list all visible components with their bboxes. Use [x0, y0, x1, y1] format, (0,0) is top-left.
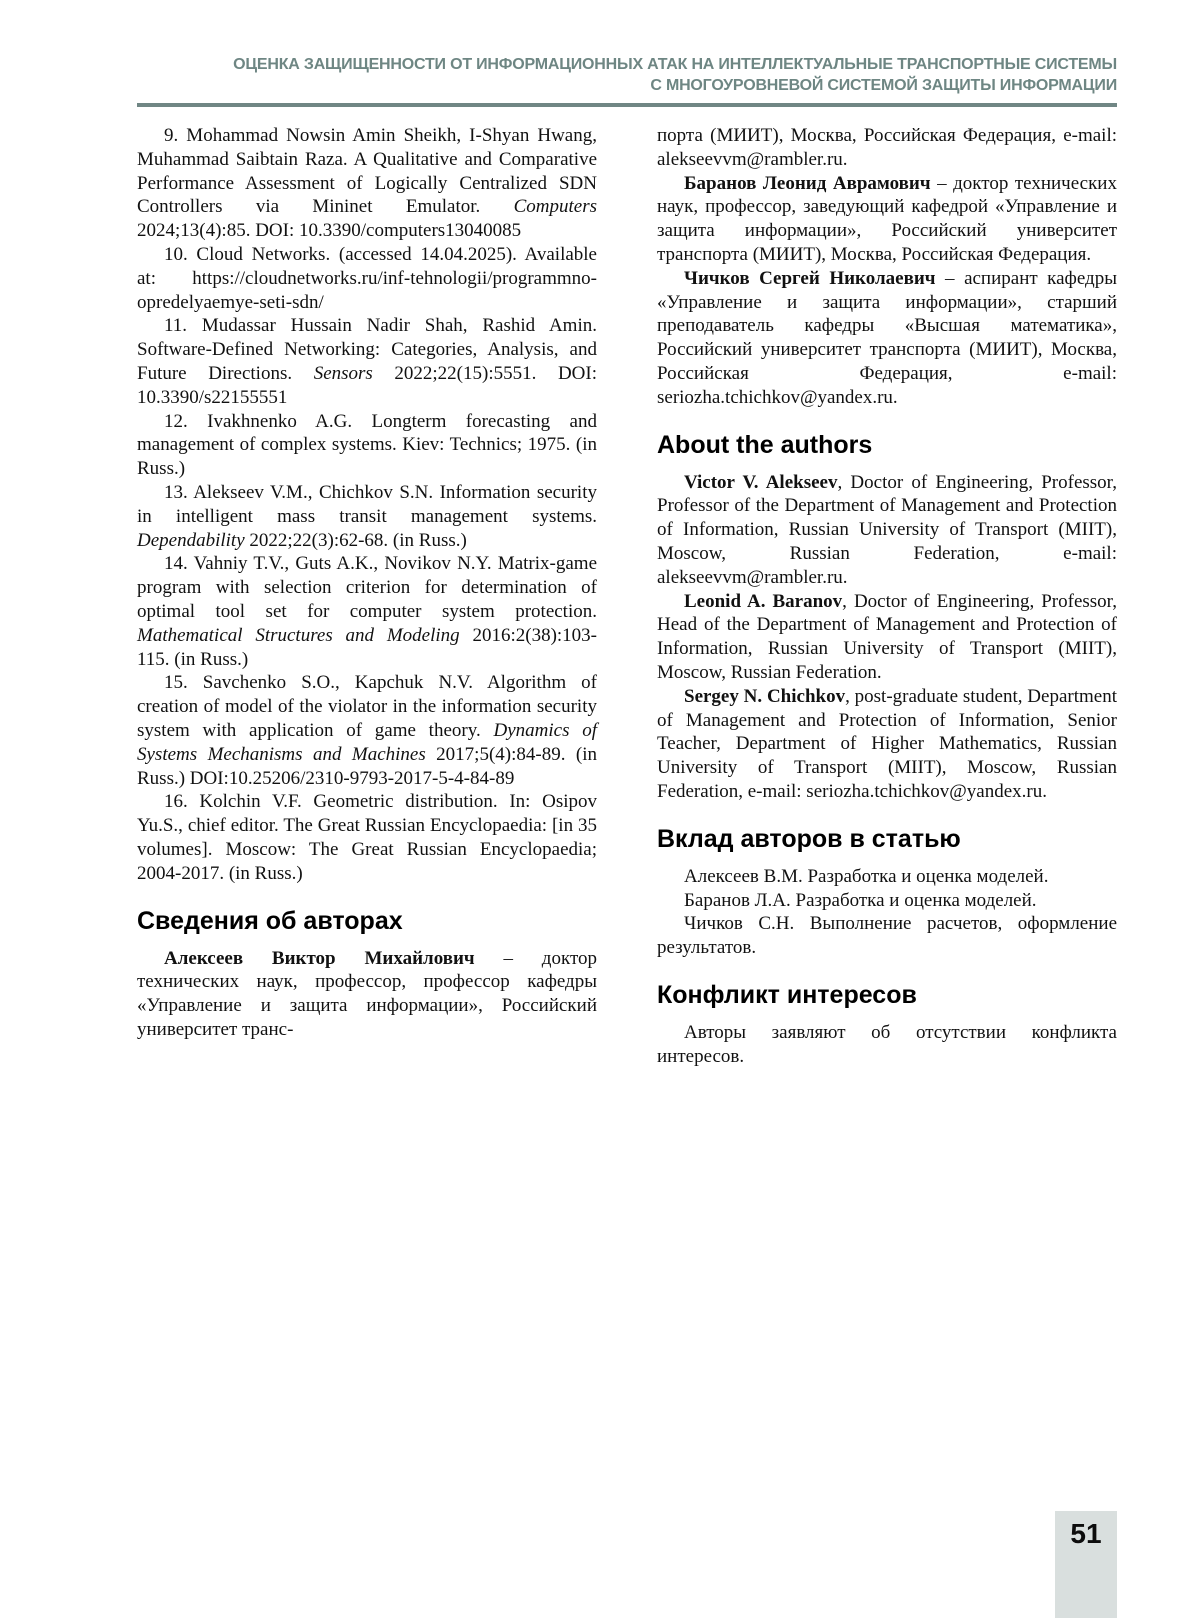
- reference-item: 16. Kolchin V.F. Geometric distribution. In: Osipov Yu.S., chief editor. The Great Russian Encyclopaedia: [in 35 volumes]. Moscow: The Great Russian Encyclopaedia; 2004-2017. (in Russ.): [137, 791, 597, 884]
- section-heading-contribution: Вклад авторов в статью: [657, 824, 961, 853]
- running-head-rule: [137, 103, 1117, 107]
- page-number-box: [1055, 1511, 1117, 1618]
- two-column-body: [137, 124, 1117, 1069]
- running-head-line1: ОЦЕНКА ЗАЩИЩЕННОСТИ ОТ ИНФОРМАЦИОННЫХ АТАК НА ИНТЕЛЛЕКТУАЛЬНЫЕ ТРАНСПОРТНЫЕ СИСТЕМЫ: [233, 56, 1117, 73]
- contribution-line: Чичков С.Н. Выполнение расчетов, оформление результатов.: [657, 913, 1117, 959]
- reference-item: 12. Ivakhnenko A.G. Longterm forecasting and management of complex systems. Kiev: Technics; 1975. (in Russ.): [137, 410, 597, 480]
- right-column: [657, 124, 1117, 1069]
- running-head: [137, 54, 1117, 107]
- contribution-line: Алексеев В.М. Разработка и оценка моделей.: [684, 865, 1049, 887]
- running-head-line2: С МНОГОУРОВНЕВОЙ СИСТЕМОЙ ЗАЩИТЫ ИНФОРМАЦИИ: [650, 77, 1117, 94]
- left-column: [137, 124, 597, 1069]
- reference-item: 11. Mudassar Hussain Nadir Shah, Rashid Amin. Software-Defined Networking: Categories, Analysis, and Future Directions. Sensors 2022;22(15):5551. DOI: 10.3390/s22155551: [137, 315, 597, 408]
- author-bio-ru-alekseev: Алексеев Виктор Михайлович – доктор технических наук, профессор, профессор кафедры «Управление и защита информации», Российский университет транс-: [137, 947, 597, 1040]
- author-bio-ru-chichkov: Чичков Сергей Николаевич – аспирант кафедры «Управление и защита информации», старший преподаватель кафедры «Высшая математика», Российский университет транспорта (МИИТ), Москва, Российская Федерация, e-mail: seriozha.tchichkov@yandex.ru.: [657, 267, 1117, 408]
- page-number: 51: [1070, 1518, 1102, 1549]
- reference-item: 14. Vahniy T.V., Guts A.K., Novikov N.Y. Matrix-game program with selection criterion for determination of optimal tool set for computer system protection. Mathematical Structures and Modeling 2016:2(38):103-115. (in Russ.): [137, 553, 597, 670]
- author-bio-en-chichkov: Sergey N. Chichkov, post-graduate student, Department of Management and Protection of Information, Senior Teacher, Department of Higher Mathematics, Russian University of Transport (MIIT), Moscow, Russian Federation, e-mail: seriozha.tchichkov@yandex.ru.: [657, 685, 1117, 802]
- reference-item: 10. Cloud Networks. (accessed 14.04.2025). Available at: https://cloudnetworks.ru/inf-tehnologii/programmno-opredelyaemye-seti-sdn/: [137, 243, 597, 313]
- author-bio-ru-alekseev-continued: порта (МИИТ), Москва, Российская Федерация, e-mail: alekseevvm@rambler.ru.: [657, 125, 1117, 170]
- section-heading-conflict: Конфликт интересов: [657, 980, 917, 1009]
- reference-item: 15. Savchenko S.O., Kapchuk N.V. Algorithm of creation of model of the violator in the information security system with application of game theory. Dynamics of Systems Mechanisms and Machines 2017;5(4):84-89. (in Russ.) DOI:10.25206/2310-9793-2017-5-4-84-89: [137, 672, 598, 789]
- reference-item: 13. Alekseev V.M., Chichkov S.N. Information security in intelligent mass transit management systems. Dependability 2022;22(3):62-68. (in Russ.): [137, 481, 597, 551]
- conflict-statement: Авторы заявляют об отсутствии конфликта интересов.: [657, 1021, 1117, 1067]
- section-heading-authors-ru: Сведения об авторах: [137, 906, 403, 935]
- section-heading-authors-en: About the authors: [657, 430, 873, 459]
- reference-item: 9. Mohammad Nowsin Amin Sheikh, I-Shyan Hwang, Muhammad Saibtain Raza. A Qualitative and Comparative Performance Assessment of Logically Centralized SDN Controllers via Mininet Emulator. Computers 2024;13(4):85. DOI: 10.3390/computers13040085: [137, 125, 597, 242]
- author-bio-ru-baranov: Баранов Леонид Аврамович – доктор технических наук, профессор, заведующий кафедрой «Управление и защита информации», Российский университет транспорта (МИИТ), Москва, Российская Федерация.: [657, 172, 1117, 265]
- contribution-line: Баранов Л.А. Разработка и оценка моделей.: [684, 889, 1037, 911]
- author-bio-en-baranov: Leonid A. Baranov, Doctor of Engineering, Professor, Head of the Department of Management and Protection of Information, Russian University of Transport (MIIT), Moscow, Russian Federation.: [657, 590, 1117, 683]
- author-bio-en-alekseev: Victor V. Alekseev, Doctor of Engineering, Professor, Professor of the Department of Management and Protection of Information, Russian University of Transport (MIIT), Moscow, Russian Federation, e-mail: alekseevvm@rambler.ru.: [657, 471, 1117, 588]
